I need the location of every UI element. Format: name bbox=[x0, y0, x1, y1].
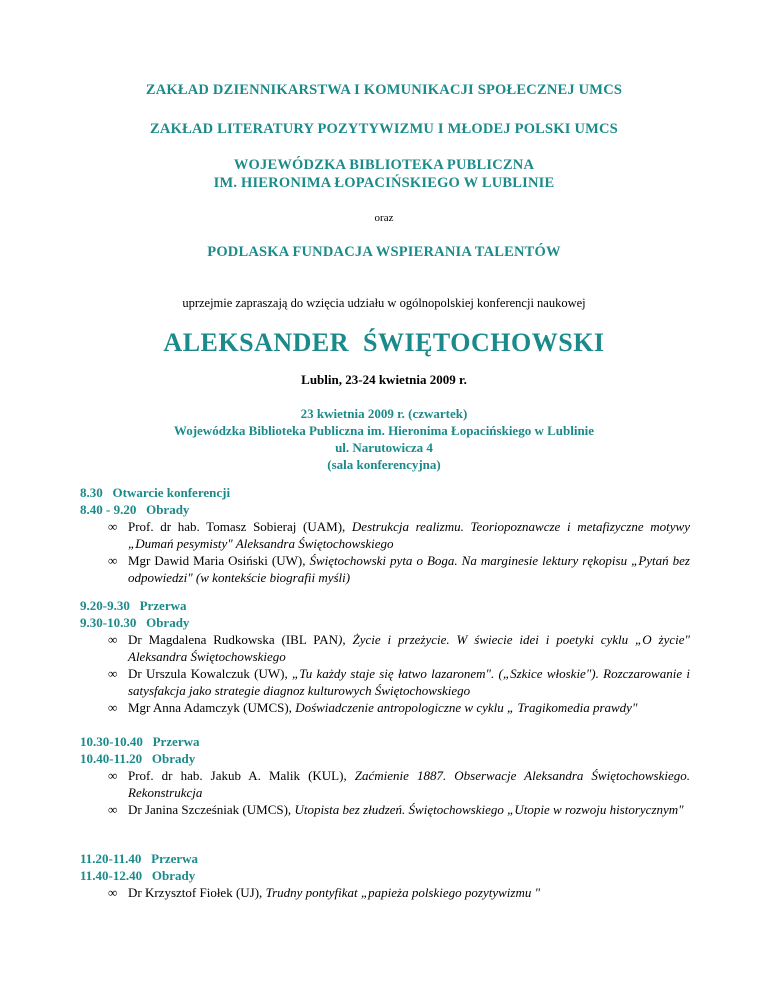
schedule-slot: 11.20-11.40 Przerwa bbox=[80, 851, 199, 866]
day1-address: ul. Narutowicza 4 bbox=[335, 440, 433, 455]
talk-item bbox=[108, 768, 690, 801]
session-2 bbox=[80, 597, 690, 718]
talk-title: Zaćmienie 1887. Obserwacje Aleksandra Świętochowskiego. Rekonstrukcja bbox=[128, 768, 691, 800]
talk-item bbox=[108, 700, 690, 717]
talk-author: Dr Urszula Kowalczuk (UW), bbox=[128, 666, 293, 681]
infinity-bullet-icon: ∞ bbox=[108, 666, 118, 681]
talk-title: Doświadczenie antropologiczne w cyklu „ Tragikomedia prawdy" bbox=[295, 700, 638, 715]
talk-item bbox=[108, 885, 690, 902]
talk-title: „Tu każdy staje się łatwo lazaronem". („Szkice włoskie"). Rozczarowanie i satysfakcja jako strategie diagnoz kulturowych Świętochowskiego bbox=[128, 666, 690, 698]
talk-item bbox=[108, 632, 690, 665]
infinity-bullet-icon: ∞ bbox=[108, 553, 118, 568]
infinity-bullet-icon: ∞ bbox=[108, 700, 118, 715]
talk-list bbox=[80, 519, 690, 586]
talk-author: Dr Krzysztof Fiołek (UJ), bbox=[128, 885, 266, 900]
talk-title: ), Życie i przeżycie. W świecie idei i poetyki cyklu „O życie" Aleksandra Świętochowskiego bbox=[128, 632, 690, 664]
talk-item bbox=[108, 553, 690, 586]
organizer-3-line1: WOJEWÓDZKA BIBLIOTEKA PUBLICZNA bbox=[233, 157, 535, 173]
schedule-slot: 8.40 - 9.20 Obrady bbox=[80, 502, 190, 517]
day1-venue: Wojewódzka Biblioteka Publiczna im. Hieronima Łopacińskiego w Lublinie bbox=[173, 423, 595, 438]
day1-date: 23 kwietnia 2009 r. (czwartek) bbox=[300, 406, 468, 421]
schedule-slot: 11.40-12.40 Obrady bbox=[80, 868, 196, 883]
talk-title: Utopista bez złudzeń. Świętochowskiego „Utopie w rozwoju historycznym" bbox=[294, 802, 684, 817]
talk-item bbox=[108, 666, 690, 699]
talk-list bbox=[80, 768, 690, 819]
talk-author: Dr Magdalena Rudkowska (IBL PAN bbox=[128, 632, 339, 647]
day1-room: (sala konferencyjna) bbox=[327, 457, 441, 472]
session-1 bbox=[80, 484, 690, 587]
talk-author: Prof. dr hab. Tomasz Sobieraj (UAM), bbox=[128, 519, 352, 534]
talk-title: Świętochowski pyta o Boga. Na marginesie lektury rękopisu „Pytań bez odpowiedzi" (w kontekście biografii myśli) bbox=[128, 553, 690, 585]
infinity-bullet-icon: ∞ bbox=[108, 768, 118, 783]
talk-author: Dr Janina Szcześniak (UMCS), bbox=[128, 802, 295, 817]
talk-list bbox=[80, 885, 690, 902]
talk-list bbox=[80, 632, 690, 717]
schedule-slot: 8.30 Otwarcie konferencji bbox=[80, 485, 231, 500]
talk-item bbox=[108, 802, 690, 819]
organizer-4: PODLASKA FUNDACJA WSPIERANIA TALENTÓW bbox=[207, 244, 561, 260]
organizer-3-line2: IM. HIERONIMA ŁOPACIŃSKIEGO W LUBLINIE bbox=[213, 175, 555, 191]
schedule-slot: 9.30-10.30 Obrady bbox=[80, 615, 190, 630]
conjunction: oraz bbox=[374, 212, 394, 224]
session-4 bbox=[80, 850, 690, 903]
organizer-1: ZAKŁAD DZIENNIKARSTWA I KOMUNIKACJI SPOŁECZNEJ UMCS bbox=[145, 82, 623, 98]
talk-title: Destrukcja realizmu. Teoriopoznawcze i metafizyczne motywy „Dumań pesymisty" Aleksandra Świętochowskiego bbox=[128, 519, 690, 551]
schedule-slot: 10.40-11.20 Obrady bbox=[80, 751, 196, 766]
infinity-bullet-icon: ∞ bbox=[108, 519, 118, 534]
talk-title: Trudny pontyfikat „papieża polskiego pozytywizmu " bbox=[265, 885, 541, 900]
infinity-bullet-icon: ∞ bbox=[108, 802, 118, 817]
talk-item bbox=[108, 519, 690, 552]
schedule-slot: 10.30-10.40 Przerwa bbox=[80, 734, 200, 749]
talk-author: Mgr Dawid Maria Osiński (UW), bbox=[128, 553, 310, 568]
talk-author: Prof. dr hab. Jakub A. Malik (KUL), bbox=[128, 768, 355, 783]
conference-dates: Lublin, 23-24 kwietnia 2009 r. bbox=[301, 372, 467, 387]
session-3 bbox=[80, 733, 690, 820]
schedule-slot: 9.20-9.30 Przerwa bbox=[80, 598, 187, 613]
infinity-bullet-icon: ∞ bbox=[108, 885, 118, 900]
organizer-2: ZAKŁAD LITERATURY POZYTYWIZMU I MŁODEJ POLSKI UMCS bbox=[150, 121, 618, 137]
conference-title: ALEKSANDER ŚWIĘTOCHOWSKI bbox=[163, 328, 605, 357]
talk-author: Mgr Anna Adamczyk (UMCS), bbox=[128, 700, 296, 715]
invitation-text: uprzejmie zapraszają do wzięcia udziału w ogólnopolskiej konferencji naukowej bbox=[182, 296, 586, 310]
infinity-bullet-icon: ∞ bbox=[108, 632, 118, 647]
